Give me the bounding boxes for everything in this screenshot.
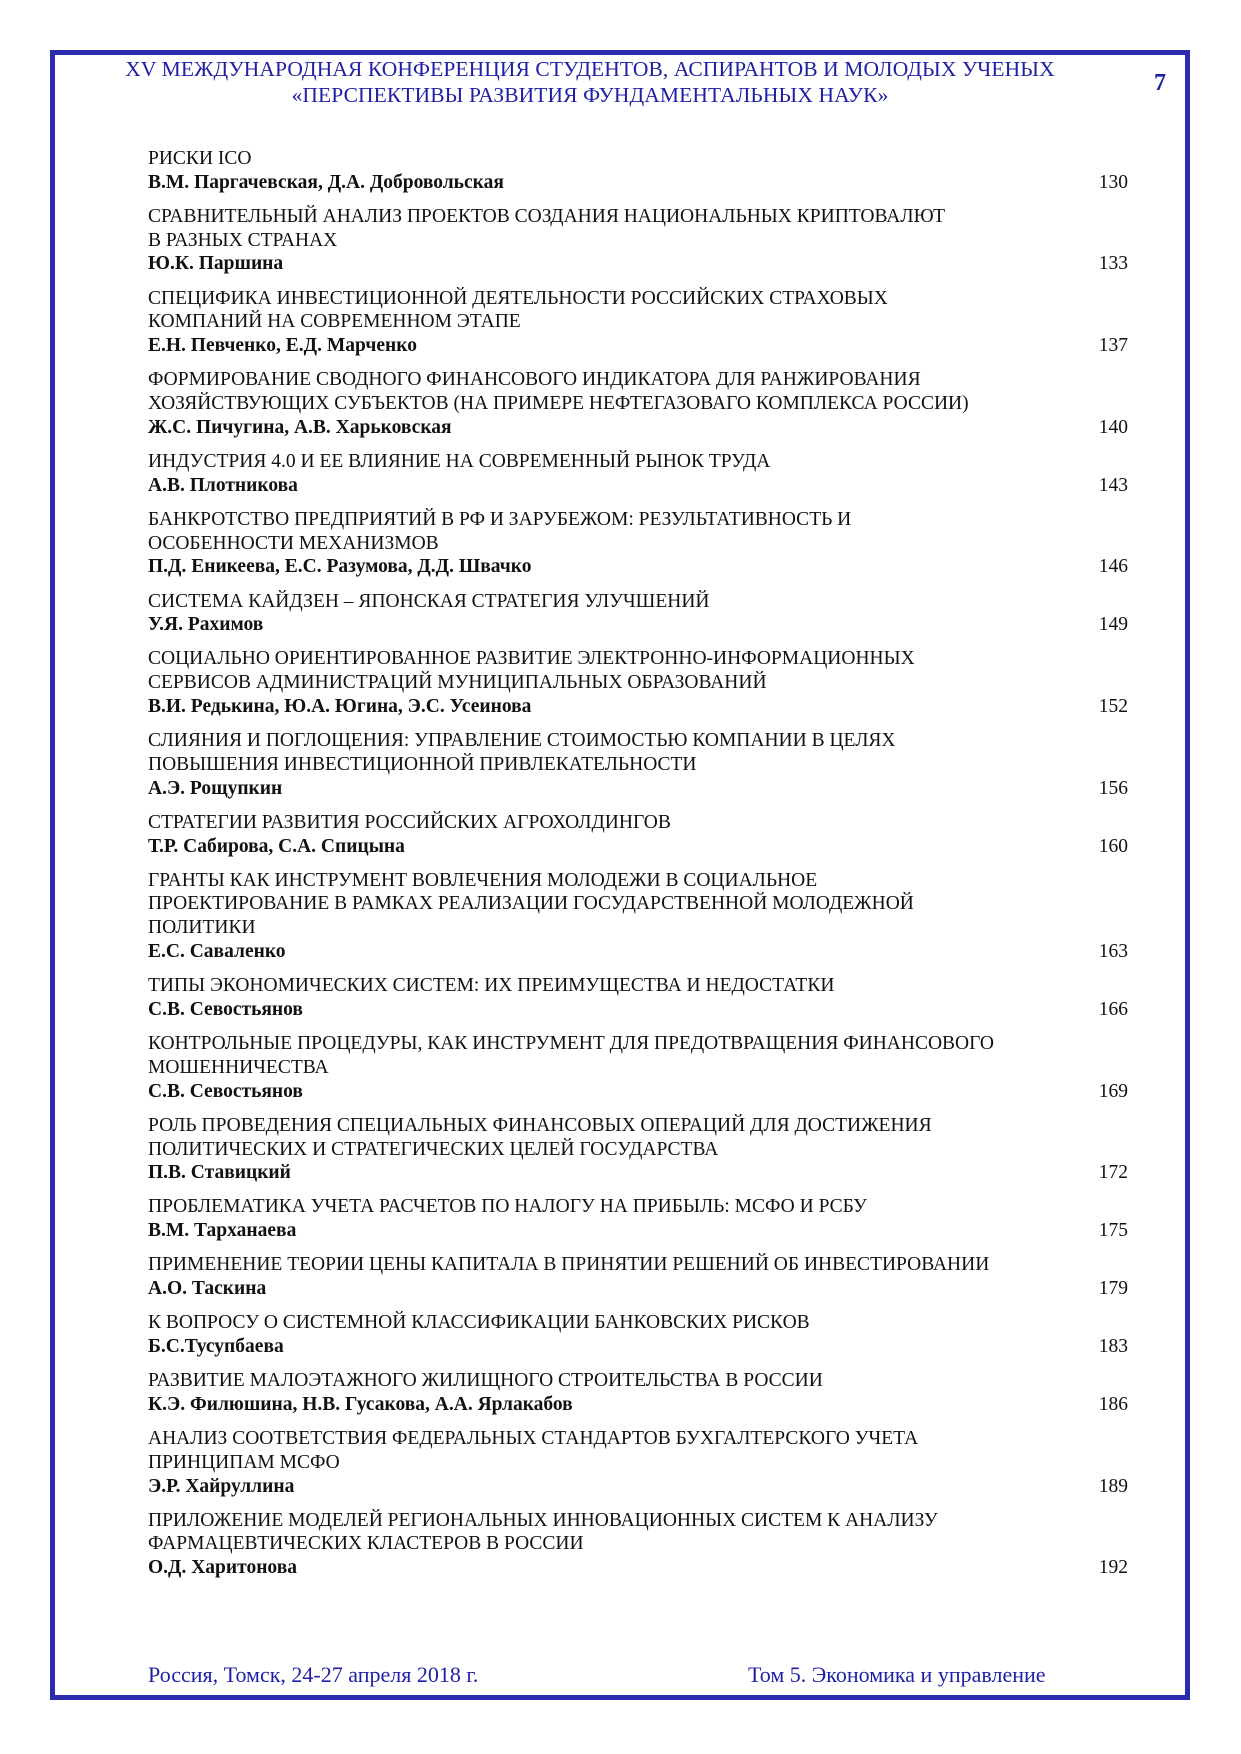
toc-entry[interactable] (148, 590, 1128, 638)
toc-entry-authors: П.Д. Еникеева, Е.С. Разумова, Д.Д. Швачко (148, 556, 532, 578)
toc-entry[interactable] (148, 1195, 1128, 1243)
toc-entry-authors: Ю.К. Паршина (148, 253, 284, 275)
toc-entry-title-line: МОШЕННИЧЕСТВА (148, 1056, 329, 1078)
toc-entry-authors: В.И. Редькина, Ю.А. Югина, Э.С. Усеинова (148, 696, 532, 718)
toc-entry[interactable] (148, 147, 1128, 195)
conference-header (55, 56, 1125, 108)
toc-entry[interactable] (148, 508, 1128, 579)
toc-entry[interactable] (148, 368, 1128, 439)
toc-entry-title-line: ПРОБЛЕМАТИКА УЧЕТА РАСЧЕТОВ ПО НАЛОГУ НА ПРИБЫЛЬ: МСФО И РСБУ (148, 1196, 867, 1218)
footer-location-date: Россия, Томск, 24-27 апреля 2018 г. (148, 1662, 479, 1687)
toc-entry-page-number: 140 (1098, 416, 1128, 438)
toc-entry[interactable] (148, 974, 1128, 1022)
toc-entry-authors: Е.С. Саваленко (148, 941, 286, 963)
toc-entry-page-number: 160 (1098, 835, 1128, 857)
toc-entry[interactable] (148, 1253, 1128, 1301)
toc-entry[interactable] (148, 811, 1128, 859)
toc-entry-page-number: 152 (1098, 696, 1128, 718)
toc-entry-page-number: 146 (1098, 556, 1128, 578)
toc-entry-title-line: ПРОЕКТИРОВАНИЕ В РАМКАХ РЕАЛИЗАЦИИ ГОСУДАРСТВЕННОЙ МОЛОДЕЖНОЙ (148, 893, 914, 915)
toc-entry-page-number: 186 (1098, 1393, 1128, 1415)
toc-entry-page-number: 156 (1098, 777, 1128, 799)
toc-entry-authors: А.В. Плотникова (148, 474, 298, 496)
toc-entry-page-number: 143 (1098, 474, 1128, 496)
toc-entry-title-line: СПЕЦИФИКА ИНВЕСТИЦИОННОЙ ДЕЯТЕЛЬНОСТИ РОССИЙСКИХ СТРАХОВЫХ (148, 287, 888, 309)
toc-entry-title-line: ПРИМЕНЕНИЕ ТЕОРИИ ЦЕНЫ КАПИТАЛА В ПРИНЯТИИ РЕШЕНИЙ ОБ ИНВЕСТИРОВАНИИ (148, 1254, 990, 1276)
toc-entry-authors: П.В. Ставицкий (148, 1162, 291, 1184)
toc-entry-authors: У.Я. Рахимов (148, 614, 264, 636)
toc-entry-title-line: СЕРВИСОВ АДМИНИСТРАЦИЙ МУНИЦИПАЛЬНЫХ ОБРАЗОВАНИЙ (148, 672, 767, 694)
header-line-1: XV МЕЖДУНАРОДНАЯ КОНФЕРЕНЦИЯ СТУДЕНТОВ, АСПИРАНТОВ И МОЛОДЫХ УЧЕНЫХ (125, 57, 1055, 81)
toc-entry-title-line: СИСТЕМА КАЙДЗЕН – ЯПОНСКАЯ СТРАТЕГИЯ УЛУЧШЕНИЙ (148, 590, 710, 612)
toc-entry-title-line: СЛИЯНИЯ И ПОГЛОЩЕНИЯ: УПРАВЛЕНИЕ СТОИМОСТЬЮ КОМПАНИИ В ЦЕЛЯХ (148, 730, 896, 752)
toc-entry-title-line: ПРИНЦИПАМ МСФО (148, 1451, 340, 1473)
toc-entry-authors: Е.Н. Певченко, Е.Д. Марченко (148, 335, 417, 357)
toc-entry-title-line: ПОЛИТИКИ (148, 917, 256, 939)
header-line-2: «ПЕРСПЕКТИВЫ РАЗВИТИЯ ФУНДАМЕНТАЛЬНЫХ НАУК» (291, 83, 889, 107)
toc-entry-authors: В.М. Тарханаева (148, 1220, 297, 1242)
toc-entry-title-line: РАЗВИТИЕ МАЛОЭТАЖНОГО ЖИЛИЩНОГО СТРОИТЕЛЬСТВА В РОССИИ (148, 1370, 823, 1392)
toc-entry-title-line: ПРИЛОЖЕНИЕ МОДЕЛЕЙ РЕГИОНАЛЬНЫХ ИННОВАЦИОННЫХ СИСТЕМ К АНАЛИЗУ (148, 1509, 938, 1531)
toc-entry-page-number: 172 (1098, 1162, 1128, 1184)
toc-entry-authors: Ж.С. Пичугина, А.В. Харьковская (148, 416, 452, 438)
toc-entry-page-number: 133 (1098, 253, 1128, 275)
toc-entry-title-line: БАНКРОТСТВО ПРЕДПРИЯТИЙ В РФ И ЗАРУБЕЖОМ: РЕЗУЛЬТАТИВНОСТЬ И (148, 508, 852, 530)
toc-entry-authors: С.В. Севостьянов (148, 1080, 303, 1102)
toc-entry-page-number: 137 (1098, 335, 1128, 357)
toc-entry[interactable] (148, 450, 1128, 498)
toc-entry-authors: В.М. Паргачевская, Д.А. Добровольская (148, 171, 504, 193)
toc-entry-page-number: 130 (1098, 171, 1128, 193)
toc-entry[interactable] (148, 1032, 1128, 1103)
toc-entry-authors: Т.Р. Сабирова, С.А. Спицына (148, 835, 405, 857)
toc-entry-authors: О.Д. Харитонова (148, 1557, 297, 1579)
toc-entry[interactable] (148, 205, 1128, 276)
toc-entry-authors: С.В. Севостьянов (148, 998, 303, 1020)
toc-entry[interactable] (148, 1311, 1128, 1359)
toc-entry-title-line: ХОЗЯЙСТВУЮЩИХ СУБЪЕКТОВ (НА ПРИМЕРЕ НЕФТЕГАЗОВАГО КОМПЛЕКСА РОССИИ) (148, 393, 969, 415)
page-number: 7 (1154, 70, 1166, 96)
toc-entry-title-line: В РАЗНЫХ СТРАНАХ (148, 229, 338, 251)
toc-entry-page-number: 169 (1098, 1080, 1128, 1102)
toc-entry-title-line: ГРАНТЫ КАК ИНСТРУМЕНТ ВОВЛЕЧЕНИЯ МОЛОДЕЖИ В СОЦИАЛЬНОЕ (148, 869, 818, 891)
toc-entry-title-line: ФОРМИРОВАНИЕ СВОДНОГО ФИНАНСОВОГО ИНДИКАТОРА ДЛЯ РАНЖИРОВАНИЯ (148, 369, 921, 391)
toc-entry-page-number: 166 (1098, 998, 1128, 1020)
toc-entry-title-line: РИСКИ ICO (148, 148, 252, 169)
toc-entry-title-line: КОНТРОЛЬНЫЕ ПРОЦЕДУРЫ, КАК ИНСТРУМЕНТ ДЛЯ ПРЕДОТВРАЩЕНИЯ ФИНАНСОВОГО (148, 1033, 995, 1055)
toc-entry-title-line: К ВОПРОСУ О СИСТЕМНОЙ КЛАССИФИКАЦИИ БАНКОВСКИХ РИСКОВ (148, 1312, 810, 1334)
toc-entry-page-number: 175 (1098, 1220, 1128, 1242)
toc-entry[interactable] (148, 1114, 1128, 1185)
toc-entry[interactable] (148, 287, 1128, 358)
toc-entry-title-line: ТИПЫ ЭКОНОМИЧЕСКИХ СИСТЕМ: ИХ ПРЕИМУЩЕСТВА И НЕДОСТАТКИ (148, 975, 835, 997)
toc-entry-title-line: СОЦИАЛЬНО ОРИЕНТИРОВАННОЕ РАЗВИТИЕ ЭЛЕКТРОННО-ИНФОРМАЦИОННЫХ (148, 648, 915, 670)
toc-entry-page-number: 163 (1098, 941, 1128, 963)
toc-entry-page-number: 149 (1098, 614, 1128, 636)
table-of-contents (148, 147, 1128, 1590)
toc-entry[interactable] (148, 647, 1128, 718)
toc-entry-title-line: КОМПАНИЙ НА СОВРЕМЕННОМ ЭТАПЕ (148, 311, 521, 333)
footer-volume: Том 5. Экономика и управление (748, 1662, 1046, 1687)
toc-entry-title-line: РОЛЬ ПРОВЕДЕНИЯ СПЕЦИАЛЬНЫХ ФИНАНСОВЫХ ОПЕРАЦИЙ ДЛЯ ДОСТИЖЕНИЯ (148, 1114, 932, 1136)
toc-entry-authors: А.О. Таскина (148, 1278, 267, 1300)
toc-entry-authors: А.Э. Рощупкин (148, 777, 283, 799)
toc-entry-title-line: СРАВНИТЕЛЬНЫЙ АНАЛИЗ ПРОЕКТОВ СОЗДАНИЯ НАЦИОНАЛЬНЫХ КРИПТОВАЛЮТ (148, 205, 946, 227)
toc-entry-page-number: 179 (1098, 1278, 1128, 1300)
toc-entry-title-line: ОСОБЕННОСТИ МЕХАНИЗМОВ (148, 532, 439, 554)
toc-entry-authors: Б.С.Тусупбаева (148, 1336, 284, 1358)
toc-entry[interactable] (148, 1509, 1128, 1580)
toc-entry-title-line: ПОЛИТИЧЕСКИХ И СТРАТЕГИЧЕСКИХ ЦЕЛЕЙ ГОСУДАРСТВА (148, 1138, 719, 1160)
toc-entry-title-line: ПОВЫШЕНИЯ ИНВЕСТИЦИОННОЙ ПРИВЛЕКАТЕЛЬНОСТИ (148, 753, 697, 775)
toc-entry[interactable] (148, 1427, 1128, 1498)
toc-entry-page-number: 189 (1098, 1475, 1128, 1497)
toc-entry-authors: Э.Р. Хайруллина (148, 1475, 295, 1497)
toc-entry-page-number: 192 (1098, 1557, 1128, 1579)
toc-entry[interactable] (148, 729, 1128, 800)
toc-entry[interactable] (148, 1369, 1128, 1417)
toc-entry-title-line: АНАЛИЗ СООТВЕТСТВИЯ ФЕДЕРАЛЬНЫХ СТАНДАРТОВ БУХГАЛТЕРСКОГО УЧЕТА (148, 1428, 919, 1449)
toc-entry-page-number: 183 (1098, 1336, 1128, 1358)
toc-entry-title-line: ИНДУСТРИЯ 4.0 И ЕЕ ВЛИЯНИЕ НА СОВРЕМЕННЫЙ РЫНОК ТРУДА (148, 450, 771, 472)
toc-entry-title-line: СТРАТЕГИИ РАЗВИТИЯ РОССИЙСКИХ АГРОХОЛДИНГОВ (148, 811, 671, 833)
toc-entry-title-line: ФАРМАЦЕВТИЧЕСКИХ КЛАСТЕРОВ В РОССИИ (148, 1533, 584, 1555)
toc-entry[interactable] (148, 869, 1128, 964)
toc-entry-authors: К.Э. Филюшина, Н.В. Гусакова, А.А. Ярлакабов (148, 1393, 573, 1415)
